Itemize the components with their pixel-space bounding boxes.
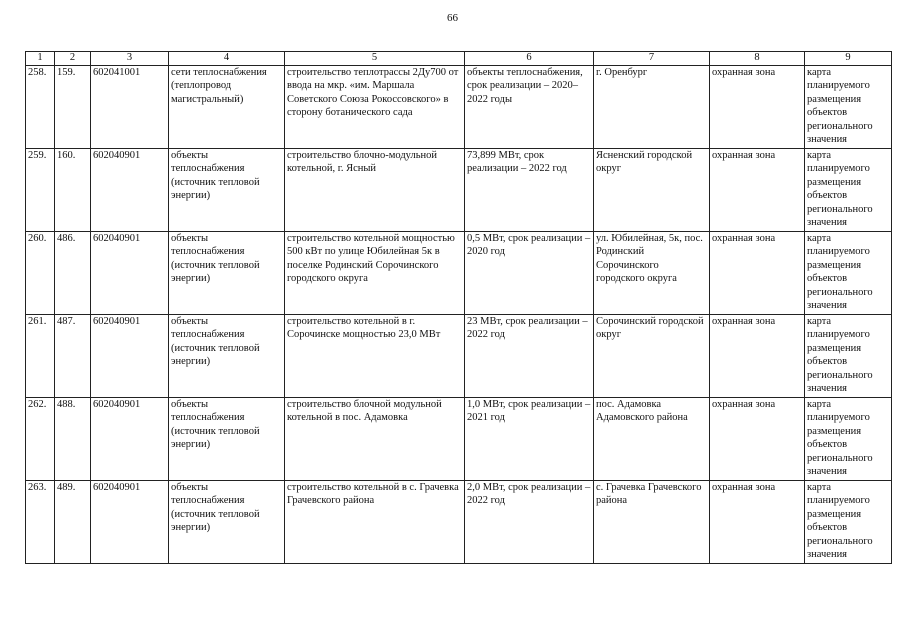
row-number: 258. [26, 66, 55, 149]
table-row [26, 232, 892, 315]
table-row [26, 149, 892, 232]
object-number: 488. [55, 398, 91, 481]
object-type: объекты теплоснабжения (источник тепловой энергии) [169, 232, 285, 315]
object-type: объекты теплоснабжения (источник тепловой энергии) [169, 149, 285, 232]
object-code: 602040901 [91, 398, 169, 481]
object-code: 602041001 [91, 66, 169, 149]
row-number: 260. [26, 232, 55, 315]
object-type: объекты теплоснабжения (источник тепловой энергии) [169, 315, 285, 398]
column-header: 9 [805, 52, 892, 66]
object-location: Сорочинский городской округ [594, 315, 710, 398]
object-location: ул. Юбилейная, 5к, пос. Родинский Сорочинского городского округа [594, 232, 710, 315]
object-description: строительство теплотрассы 2Ду700 от ввода на мкр. «им. Маршала Советского Союза Рокоссовского» в сторону ботанического сада [285, 66, 465, 149]
map-reference: карта планируемого размещения объектов регионального значения [805, 232, 892, 315]
table-row [26, 66, 892, 149]
object-type: объекты теплоснабжения (источник тепловой энергии) [169, 398, 285, 481]
zone-type: охранная зона [710, 149, 805, 232]
zone-type: охранная зона [710, 315, 805, 398]
object-type: сети теплоснабжения (теплопровод магистральный) [169, 66, 285, 149]
header-row [26, 52, 892, 66]
object-description: строительство блочной модульной котельной в пос. Адамовка [285, 398, 465, 481]
column-header: 4 [169, 52, 285, 66]
row-number: 262. [26, 398, 55, 481]
object-location: Ясненский городской округ [594, 149, 710, 232]
object-number: 487. [55, 315, 91, 398]
object-number: 160. [55, 149, 91, 232]
object-location: пос. Адамовка Адамовского района [594, 398, 710, 481]
row-number: 263. [26, 481, 55, 564]
object-number: 489. [55, 481, 91, 564]
object-number: 159. [55, 66, 91, 149]
row-number: 259. [26, 149, 55, 232]
object-description: строительство котельной мощностью 500 кВт по улице Юбилейная 5к в поселке Родинский Сорочинского городского округа [285, 232, 465, 315]
zone-type: охранная зона [710, 232, 805, 315]
map-reference: карта планируемого размещения объектов регионального значения [805, 481, 892, 564]
object-characteristics: 2,0 МВт, срок реализации – 2022 год [465, 481, 594, 564]
row-number: 261. [26, 315, 55, 398]
table-row [26, 481, 892, 564]
object-characteristics: 73,899 МВт, срок реализации – 2022 год [465, 149, 594, 232]
object-code: 602040901 [91, 315, 169, 398]
object-type: объекты теплоснабжения (источник тепловой энергии) [169, 481, 285, 564]
object-code: 602040901 [91, 232, 169, 315]
object-characteristics: 1,0 МВт, срок реализации – 2021 год [465, 398, 594, 481]
map-reference: карта планируемого размещения объектов регионального значения [805, 398, 892, 481]
object-code: 602040901 [91, 149, 169, 232]
column-header: 2 [55, 52, 91, 66]
map-reference: карта планируемого размещения объектов регионального значения [805, 315, 892, 398]
column-header: 1 [26, 52, 55, 66]
column-header: 6 [465, 52, 594, 66]
object-code: 602040901 [91, 481, 169, 564]
map-reference: карта планируемого размещения объектов регионального значения [805, 149, 892, 232]
column-header: 8 [710, 52, 805, 66]
column-header: 7 [594, 52, 710, 66]
table-row [26, 315, 892, 398]
object-description: строительство блочно-модульной котельной, г. Ясный [285, 149, 465, 232]
zone-type: охранная зона [710, 66, 805, 149]
object-location: г. Оренбург [594, 66, 710, 149]
table-row [26, 398, 892, 481]
object-description: строительство котельной в с. Грачевка Грачевского района [285, 481, 465, 564]
zone-type: охранная зона [710, 481, 805, 564]
objects-table [25, 51, 892, 564]
object-location: с. Грачевка Грачевского района [594, 481, 710, 564]
object-characteristics: 0,5 МВт, срок реализации – 2020 год [465, 232, 594, 315]
object-characteristics: 23 МВт, срок реализации – 2022 год [465, 315, 594, 398]
object-number: 486. [55, 232, 91, 315]
object-characteristics: объекты теплоснабжения, срок реализации – 2020–2022 годы [465, 66, 594, 149]
page-number: 66 [447, 12, 458, 24]
zone-type: охранная зона [710, 398, 805, 481]
map-reference: карта планируемого размещения объектов регионального значения [805, 66, 892, 149]
object-description: строительство котельной в г. Сорочинске мощностью 23,0 МВт [285, 315, 465, 398]
column-header: 3 [91, 52, 169, 66]
column-header: 5 [285, 52, 465, 66]
